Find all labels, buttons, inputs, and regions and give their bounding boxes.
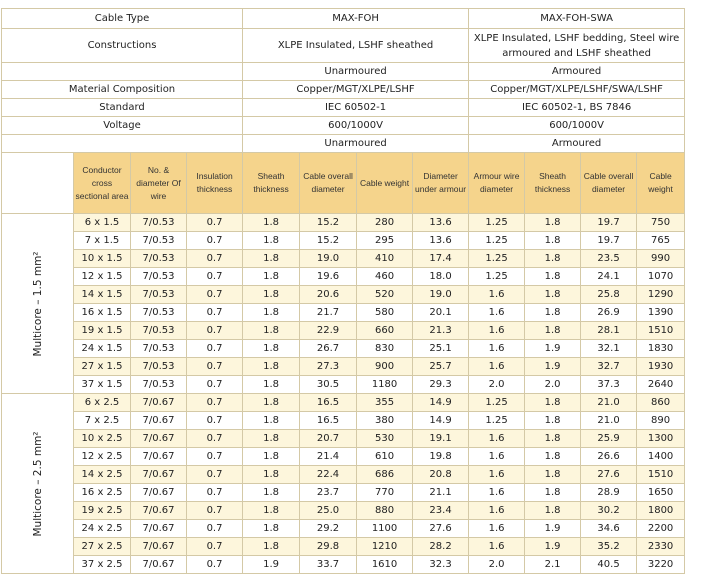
table-cell: 25.7 (413, 358, 469, 376)
table-cell: 1.6 (469, 340, 525, 358)
table-cell: 1.6 (469, 538, 525, 556)
armour-b: Armoured (469, 63, 685, 81)
table-cell: 35.2 (581, 538, 637, 556)
table-cell: 1.8 (525, 304, 581, 322)
table-cell: 19.1 (413, 430, 469, 448)
table-cell: 295 (357, 232, 413, 250)
table-cell: 765 (637, 232, 685, 250)
table-cell: 16 x 2.5 (74, 484, 131, 502)
table-cell: 19 x 2.5 (74, 502, 131, 520)
col-sheath: Sheath thickness (243, 153, 300, 214)
table-body (2, 9, 685, 574)
table-cell: 7/0.67 (131, 466, 187, 484)
table-cell: 7/0.53 (131, 340, 187, 358)
table-cell: 1.8 (525, 250, 581, 268)
table-row (2, 538, 685, 556)
material-label: Material Composition (2, 81, 243, 99)
table-cell: 0.7 (187, 520, 243, 538)
armour2-a: Unarmoured (243, 135, 469, 153)
table-cell: 0.7 (187, 502, 243, 520)
armour-a: Unarmoured (243, 63, 469, 81)
table-cell: 1.8 (525, 484, 581, 502)
table-cell: 17.4 (413, 250, 469, 268)
cable-type-b: MAX-FOH-SWA (469, 9, 685, 29)
table-cell: 1.8 (243, 412, 300, 430)
table-cell: 13.6 (413, 214, 469, 232)
table-cell: 1.8 (243, 376, 300, 394)
table-cell: 28.2 (413, 538, 469, 556)
table-cell: 26.6 (581, 448, 637, 466)
table-cell: 1.6 (469, 520, 525, 538)
table-cell: 1.8 (525, 448, 581, 466)
table-cell: 0.7 (187, 376, 243, 394)
table-cell: 1650 (637, 484, 685, 502)
table-cell: 686 (357, 466, 413, 484)
table-cell: 1.8 (243, 448, 300, 466)
table-cell: 1290 (637, 286, 685, 304)
table-cell: 1.25 (469, 250, 525, 268)
table-cell: 15.2 (300, 214, 357, 232)
table-cell: 29.8 (300, 538, 357, 556)
col-weight: Cable weight (357, 153, 413, 214)
table-cell: 1.6 (469, 286, 525, 304)
table-cell: 7/0.53 (131, 250, 187, 268)
table-cell: 7/0.53 (131, 322, 187, 340)
table-cell: 7/0.67 (131, 394, 187, 412)
table-cell: 1.6 (469, 304, 525, 322)
table-cell: 13.6 (413, 232, 469, 250)
table-cell: 1.8 (525, 214, 581, 232)
table-row (2, 268, 685, 286)
table-cell: 25.9 (581, 430, 637, 448)
table-cell: 19.0 (413, 286, 469, 304)
table-cell: 1.8 (243, 304, 300, 322)
table-cell: 1.8 (525, 466, 581, 484)
table-cell: 0.7 (187, 250, 243, 268)
table-cell: 1.8 (525, 430, 581, 448)
table-cell: 890 (637, 412, 685, 430)
table-cell: 7/0.53 (131, 214, 187, 232)
table-cell: 3220 (637, 556, 685, 574)
table-cell: 40.5 (581, 556, 637, 574)
table-cell: 32.7 (581, 358, 637, 376)
table-cell: 770 (357, 484, 413, 502)
table-cell: 7/0.67 (131, 520, 187, 538)
table-cell: 1.8 (525, 286, 581, 304)
table-cell: 1.25 (469, 412, 525, 430)
table-cell: 1.8 (243, 394, 300, 412)
table-cell: 2.1 (525, 556, 581, 574)
table-cell: 29.2 (300, 520, 357, 538)
table-cell: 1.6 (469, 484, 525, 502)
table-cell: 12 x 1.5 (74, 268, 131, 286)
table-cell: 21.0 (581, 412, 637, 430)
table-cell: 19.6 (300, 268, 357, 286)
table-cell: 23.5 (581, 250, 637, 268)
table-cell: 7/0.53 (131, 376, 187, 394)
table-cell: 1510 (637, 322, 685, 340)
constructions-label: Constructions (2, 29, 243, 63)
table-row (2, 340, 685, 358)
table-cell: 2.0 (469, 556, 525, 574)
table-row (2, 394, 685, 412)
table-cell: 1.8 (525, 232, 581, 250)
table-row (2, 376, 685, 394)
table-row (2, 214, 685, 232)
col-insulation: Insulation thickness (187, 153, 243, 214)
table-cell: 0.7 (187, 214, 243, 232)
table-cell: 1.9 (525, 358, 581, 376)
table-cell: 32.3 (413, 556, 469, 574)
table-cell: 1.6 (469, 322, 525, 340)
constructions-b: XLPE Insulated, LSHF bedding, Steel wire armoured and LSHF sheathed (469, 29, 685, 63)
table-cell: 20.8 (413, 466, 469, 484)
table-cell: 1.6 (469, 448, 525, 466)
table-cell: 410 (357, 250, 413, 268)
table-cell: 0.7 (187, 538, 243, 556)
table-cell: 7/0.53 (131, 232, 187, 250)
table-cell: 0.7 (187, 430, 243, 448)
cable-type-label: Cable Type (2, 9, 243, 29)
table-cell: 12 x 2.5 (74, 448, 131, 466)
table-cell: 7/0.67 (131, 502, 187, 520)
col-weight-b: Cable weight (637, 153, 685, 214)
table-cell: 1.8 (243, 250, 300, 268)
table-cell: 1.8 (243, 538, 300, 556)
table-cell: 1100 (357, 520, 413, 538)
constructions-a: XLPE Insulated, LSHF sheathed (243, 29, 469, 63)
table-cell: 21.1 (413, 484, 469, 502)
table-cell: 1300 (637, 430, 685, 448)
table-cell: 1.8 (243, 502, 300, 520)
table-row (2, 304, 685, 322)
table-cell: 24 x 1.5 (74, 340, 131, 358)
table-cell: 1.9 (525, 520, 581, 538)
table-row (2, 232, 685, 250)
table-cell: 0.7 (187, 322, 243, 340)
standard-b: IEC 60502-1, BS 7846 (469, 99, 685, 117)
table-cell: 26.7 (300, 340, 357, 358)
table-cell: 0.7 (187, 286, 243, 304)
table-cell: 2.0 (525, 376, 581, 394)
table-cell: 14.9 (413, 394, 469, 412)
armour2-b: Armoured (469, 135, 685, 153)
material-b: Copper/MGT/XLPE/LSHF/SWA/LSHF (469, 81, 685, 99)
table-cell: 380 (357, 412, 413, 430)
table-cell: 7/0.67 (131, 484, 187, 502)
table-row (2, 484, 685, 502)
table-cell: 20.1 (413, 304, 469, 322)
table-cell: 0.7 (187, 340, 243, 358)
table-row (2, 556, 685, 574)
table-cell: 0.7 (187, 304, 243, 322)
table-cell: 7/0.53 (131, 304, 187, 322)
table-row (2, 286, 685, 304)
table-cell: 1180 (357, 376, 413, 394)
table-cell: 20.6 (300, 286, 357, 304)
table-cell: 33.7 (300, 556, 357, 574)
col-conductor: Conductor cross sectional area (74, 153, 131, 214)
table-cell: 30.5 (300, 376, 357, 394)
table-cell: 27.3 (300, 358, 357, 376)
table-cell: 7/0.53 (131, 268, 187, 286)
table-cell: 2.0 (469, 376, 525, 394)
table-cell: 27 x 1.5 (74, 358, 131, 376)
table-cell: 0.7 (187, 466, 243, 484)
table-cell: 860 (637, 394, 685, 412)
table-cell: 14.9 (413, 412, 469, 430)
material-a: Copper/MGT/XLPE/LSHF (243, 81, 469, 99)
col-overall-b: Cable overall diameter (581, 153, 637, 214)
table-cell: 900 (357, 358, 413, 376)
table-cell: 1.8 (243, 484, 300, 502)
table-cell: 21.3 (413, 322, 469, 340)
table-cell: 34.6 (581, 520, 637, 538)
table-cell: 21.4 (300, 448, 357, 466)
table-cell: 1830 (637, 340, 685, 358)
table-cell: 1.9 (525, 538, 581, 556)
table-cell: 7/0.67 (131, 448, 187, 466)
table-cell: 1.8 (243, 340, 300, 358)
group-label: Multicore – 2.5 mm² (31, 430, 44, 537)
table-cell: 6 x 1.5 (74, 214, 131, 232)
table-cell: 27.6 (413, 520, 469, 538)
col-wires: No. & diameter Of wire (131, 153, 187, 214)
table-cell: 23.7 (300, 484, 357, 502)
table-cell: 22.9 (300, 322, 357, 340)
table-cell: 1510 (637, 466, 685, 484)
table-cell: 1.6 (469, 502, 525, 520)
table-row (2, 412, 685, 430)
table-row (2, 358, 685, 376)
table-cell: 1.25 (469, 394, 525, 412)
table-cell: 1.8 (525, 502, 581, 520)
table-cell: 1.8 (243, 214, 300, 232)
table-cell: 28.9 (581, 484, 637, 502)
table-cell: 580 (357, 304, 413, 322)
table-cell: 1.6 (469, 358, 525, 376)
group-label-cell (2, 214, 74, 394)
table-cell: 24.1 (581, 268, 637, 286)
table-cell: 1.8 (243, 358, 300, 376)
table-cell: 0.7 (187, 484, 243, 502)
table-cell: 1.9 (525, 340, 581, 358)
armour-label-empty (2, 63, 243, 81)
table-cell: 32.1 (581, 340, 637, 358)
col-armour-wire: Armour wire diameter (469, 153, 525, 214)
table-cell: 0.7 (187, 394, 243, 412)
table-cell: 7/0.67 (131, 412, 187, 430)
standard-a: IEC 60502-1 (243, 99, 469, 117)
table-cell: 1.25 (469, 268, 525, 286)
table-cell: 990 (637, 250, 685, 268)
table-cell: 1.8 (243, 232, 300, 250)
col-overall: Cable overall diameter (300, 153, 357, 214)
table-cell: 2640 (637, 376, 685, 394)
table-cell: 1.8 (525, 322, 581, 340)
table-cell: 1.8 (243, 520, 300, 538)
table-cell: 1.8 (243, 466, 300, 484)
table-cell: 2200 (637, 520, 685, 538)
table-cell: 750 (637, 214, 685, 232)
table-cell: 25.8 (581, 286, 637, 304)
table-cell: 520 (357, 286, 413, 304)
table-cell: 37.3 (581, 376, 637, 394)
table-cell: 10 x 1.5 (74, 250, 131, 268)
table-cell: 1930 (637, 358, 685, 376)
table-cell: 6 x 2.5 (74, 394, 131, 412)
group-label: Multicore – 1.5 mm² (31, 250, 44, 357)
table-cell: 37 x 1.5 (74, 376, 131, 394)
table-cell: 7/0.67 (131, 430, 187, 448)
table-cell: 280 (357, 214, 413, 232)
table-cell: 0.7 (187, 232, 243, 250)
table-row (2, 430, 685, 448)
table-cell: 14 x 1.5 (74, 286, 131, 304)
table-cell: 0.7 (187, 358, 243, 376)
table-cell: 30.2 (581, 502, 637, 520)
table-cell: 0.7 (187, 556, 243, 574)
table-cell: 1.25 (469, 232, 525, 250)
table-cell: 1610 (357, 556, 413, 574)
table-cell: 610 (357, 448, 413, 466)
table-cell: 19.7 (581, 214, 637, 232)
table-cell: 20.7 (300, 430, 357, 448)
table-cell: 29.3 (413, 376, 469, 394)
table-cell: 1.8 (525, 394, 581, 412)
table-cell: 23.4 (413, 502, 469, 520)
table-cell: 660 (357, 322, 413, 340)
table-cell: 22.4 (300, 466, 357, 484)
table-cell: 1.8 (525, 268, 581, 286)
voltage-label: Voltage (2, 117, 243, 135)
table-cell: 21.7 (300, 304, 357, 322)
table-cell: 19.8 (413, 448, 469, 466)
table-cell: 7/0.53 (131, 358, 187, 376)
table-row (2, 322, 685, 340)
table-cell: 880 (357, 502, 413, 520)
table-cell: 16.5 (300, 394, 357, 412)
table-row (2, 502, 685, 520)
table-cell: 21.0 (581, 394, 637, 412)
table-cell: 37 x 2.5 (74, 556, 131, 574)
table-cell: 0.7 (187, 268, 243, 286)
group-label-cell (2, 394, 74, 574)
table-cell: 2330 (637, 538, 685, 556)
table-cell: 16.5 (300, 412, 357, 430)
table-row (2, 448, 685, 466)
table-cell: 28.1 (581, 322, 637, 340)
table-cell: 25.1 (413, 340, 469, 358)
col-sheath-b: Sheath thickness (525, 153, 581, 214)
table-cell: 7 x 1.5 (74, 232, 131, 250)
table-cell: 26.9 (581, 304, 637, 322)
voltage-b: 600/1000V (469, 117, 685, 135)
table-cell: 18.0 (413, 268, 469, 286)
cable-type-a: MAX-FOH (243, 9, 469, 29)
table-cell: 355 (357, 394, 413, 412)
table-row (2, 250, 685, 268)
cable-spec-table (1, 8, 685, 574)
table-cell: 460 (357, 268, 413, 286)
table-cell: 7/0.53 (131, 286, 187, 304)
table-cell: 1.8 (243, 430, 300, 448)
table-cell: 1800 (637, 502, 685, 520)
table-cell: 1.8 (243, 286, 300, 304)
table-cell: 25.0 (300, 502, 357, 520)
standard-label: Standard (2, 99, 243, 117)
table-cell: 0.7 (187, 448, 243, 466)
table-cell: 830 (357, 340, 413, 358)
table-cell: 7 x 2.5 (74, 412, 131, 430)
table-cell: 15.2 (300, 232, 357, 250)
table-cell: 7/0.67 (131, 556, 187, 574)
table-cell: 16 x 1.5 (74, 304, 131, 322)
table-cell: 1.8 (525, 412, 581, 430)
armour2-label-empty (2, 135, 243, 153)
table-row (2, 520, 685, 538)
table-cell: 1390 (637, 304, 685, 322)
col-under-armour: Diameter under armour (413, 153, 469, 214)
table-cell: 10 x 2.5 (74, 430, 131, 448)
table-cell: 1210 (357, 538, 413, 556)
table-cell: 530 (357, 430, 413, 448)
table-cell: 0.7 (187, 412, 243, 430)
table-row (2, 466, 685, 484)
table-cell: 7/0.67 (131, 538, 187, 556)
table-cell: 1.25 (469, 214, 525, 232)
table-cell: 24 x 2.5 (74, 520, 131, 538)
table-cell: 19.0 (300, 250, 357, 268)
table-cell: 1.6 (469, 430, 525, 448)
table-cell: 27 x 2.5 (74, 538, 131, 556)
table-cell: 27.6 (581, 466, 637, 484)
table-cell: 1070 (637, 268, 685, 286)
table-cell: 1400 (637, 448, 685, 466)
table-cell: 1.9 (243, 556, 300, 574)
table-cell: 1.6 (469, 466, 525, 484)
table-cell: 1.8 (243, 268, 300, 286)
table-cell: 19 x 1.5 (74, 322, 131, 340)
table-cell: 14 x 2.5 (74, 466, 131, 484)
group-header-spacer (2, 153, 74, 214)
table-cell: 19.7 (581, 232, 637, 250)
voltage-a: 600/1000V (243, 117, 469, 135)
table-cell: 1.8 (243, 322, 300, 340)
